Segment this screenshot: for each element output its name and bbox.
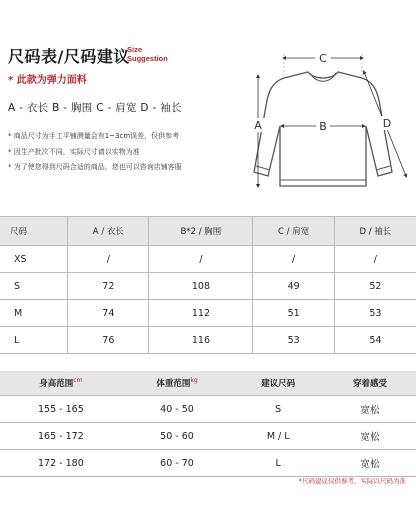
label-a: A [254,119,262,132]
table-row [0,246,416,273]
table-cell: 112 [149,300,253,327]
table-cell: / [253,246,334,273]
table-cell: 108 [149,273,253,300]
measurement-legend: A - 衣长 B - 胸围 C - 肩宽 D - 袖长 [8,102,182,114]
table-cell: 60 - 70 [122,450,232,477]
col-weight [122,371,232,396]
subtitle-line-1: Size [127,45,143,54]
table-cell: 宽松 [324,423,416,450]
page-title: 尺码表/尺码建议 [8,47,130,66]
col-fit-feel: 穿着感受 [324,371,416,396]
table-cell: / [149,246,253,273]
size-table-header [0,217,416,246]
table-cell: L [232,450,324,477]
table-cell: 50 - 60 [122,423,232,450]
table-row [0,300,416,327]
table-cell: / [334,246,416,273]
size-table [0,216,416,354]
table-cell: 宽松 [324,396,416,423]
table-cell: 49 [253,273,334,300]
recommendation-header [0,371,416,396]
table-row [0,327,416,354]
table-cell: 165 - 172 [0,423,122,450]
col-weight-label: 体重范围 [156,379,191,389]
height-unit: cm [73,377,83,385]
col-sleeve: D / 袖长 [334,217,416,246]
table-cell: 76 [68,327,149,354]
col-height [0,371,122,396]
table-cell: 116 [149,327,253,354]
table-cell: 172 - 180 [0,450,122,477]
label-b: B [319,120,327,133]
table-cell: M / L [232,423,324,450]
col-shoulder: C / 肩宽 [253,217,334,246]
table-cell: 53 [334,300,416,327]
table-row [0,423,416,450]
col-chest: B*2 / 胸围 [149,217,253,246]
page-subtitle [127,45,168,63]
table-cell: L [0,327,68,354]
table-cell: XS [0,246,68,273]
sweater-diagram [230,40,416,206]
subtitle-line-2: Suggestion [127,54,168,63]
table-cell: 宽松 [324,450,416,477]
col-size: 尺码 [0,217,68,246]
note-3: * 为了使您得到尺码合适的商品，您也可以咨询店铺客服 [8,163,182,171]
note-1: * 商品尺寸为手工平铺测量会有1~3cm误差，仅供参考 [8,132,180,140]
table-cell: 52 [334,273,416,300]
table-cell: 155 - 165 [0,396,122,423]
col-suggested-size: 建议尺码 [232,371,324,396]
col-height-label: 身高范围 [39,379,74,389]
table-cell: S [0,273,68,300]
table-cell: 54 [334,327,416,354]
recommendation-table [0,371,416,477]
table-cell: S [232,396,324,423]
table-cell: 74 [68,300,149,327]
label-c: C [319,52,327,65]
elastic-note: * 此款为弹力面料 [8,75,87,86]
label-d: D [382,117,392,130]
table-cell: 40 - 50 [122,396,232,423]
weight-unit: kg [190,377,198,385]
note-2: * 因生产批次不同，实际尺寸请以实物为准 [8,148,140,156]
footnote: *尺码建议仅供参考，实际以尺码为准 [298,477,406,485]
table-cell: 51 [253,300,334,327]
table-row [0,450,416,477]
table-cell: M [0,300,68,327]
table-cell: 53 [253,327,334,354]
col-length: A / 衣长 [68,217,149,246]
table-row [0,396,416,423]
table-row [0,273,416,300]
table-cell: / [68,246,149,273]
table-cell: 72 [68,273,149,300]
sweater-cuff-right [376,166,390,170]
